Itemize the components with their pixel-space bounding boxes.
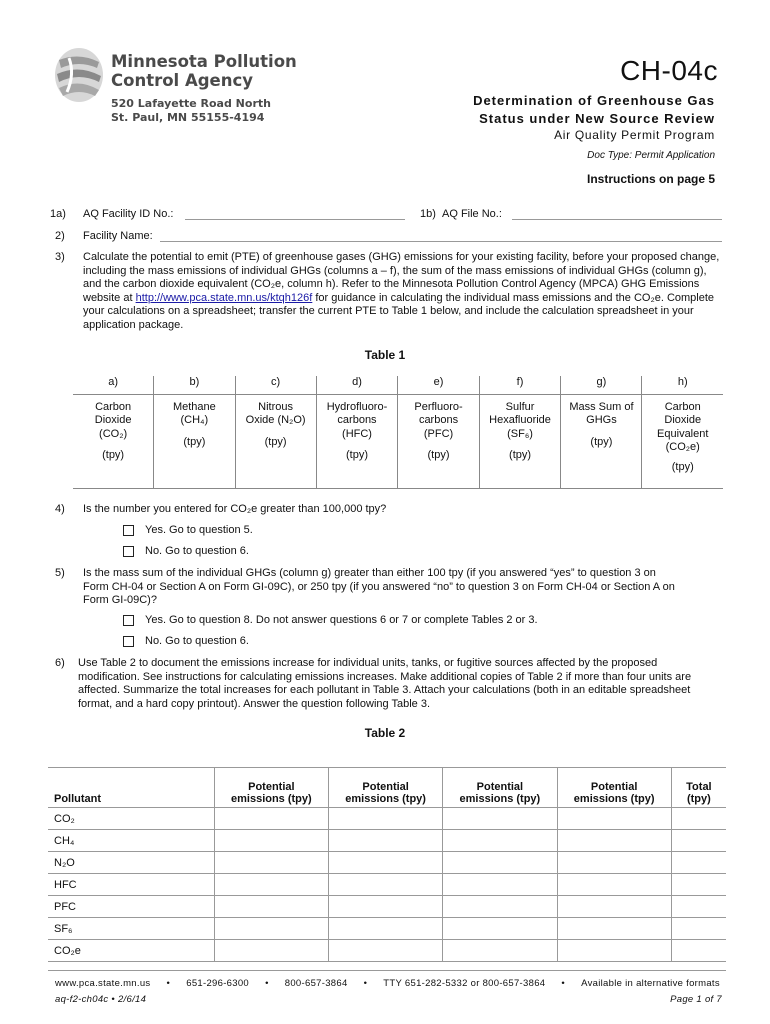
footer-phone1: 651-296-6300 — [186, 978, 249, 989]
footer-page-number: Page 1 of 7 — [670, 994, 722, 1005]
q4-text: Is the number you entered for CO₂e greater than 100,000 tpy? — [83, 503, 387, 515]
table1-cell-sf6[interactable]: Sulfur Hexafluoride (SF₆) (tpy) — [479, 394, 561, 488]
table1-cell-n2o[interactable]: Nitrous Oxide (N₂O) (tpy) — [235, 394, 316, 488]
pollutant-name: HFC — [48, 874, 214, 896]
facility-name-field[interactable] — [160, 228, 722, 242]
q4-yes-label: Yes. Go to question 5. — [145, 524, 253, 536]
table2-header-potential: Potential emissions (tpy) — [328, 768, 442, 808]
table1-letter: c) — [235, 376, 316, 394]
table2-header-pollutant: Pollutant — [48, 768, 214, 808]
footer-doc-id: aq-f2-ch04c • 2/6/14 — [55, 994, 147, 1005]
instructions-note: Instructions on page 5 — [586, 172, 715, 186]
table2 — [48, 767, 726, 962]
q4-yes-checkbox[interactable] — [123, 525, 134, 536]
q3-line: Calculate the potential to emit (PTE) of greenhouse gases (GHG) emissions for your existing facility, before your proposed change, — [83, 251, 720, 263]
q6-number: 6) — [55, 657, 65, 669]
aq-file-no-field[interactable] — [512, 206, 722, 220]
title-line2: Status under New Source Review — [479, 111, 715, 126]
table-row — [48, 830, 726, 852]
program-name: Air Quality Permit Program — [554, 128, 715, 142]
q3-line: including the mass emissions of individual GHGs (columns a – f), the sum of the mass emissions of individual GHGs (column g), — [83, 264, 707, 277]
q6-text: Use Table 2 to document the emissions increase for individual units, tanks, or fugitive sources affected by the proposed modification. See instructions for calculating emissions increases. Make additional copies of Table 2 if more than four units are affected. Summarize the total increases for each pollutant in Table 3. Attach your calculations (both in an editable spreadsheet format, and a hard copy printout). Answer the question following Table 3. — [78, 657, 692, 710]
pollutant-name: CO₂ — [48, 808, 214, 830]
address-line1: 520 Lafayette Road North — [111, 97, 271, 110]
table1-letter: e) — [398, 376, 479, 394]
q1a-label: AQ Facility ID No.: — [83, 208, 174, 220]
table1-letter: g) — [561, 376, 642, 394]
table1-letter: h) — [642, 376, 723, 394]
q5-no-checkbox[interactable] — [123, 636, 134, 647]
table-row — [48, 896, 726, 918]
footer-phone2: 800-657-3864 — [284, 978, 348, 989]
table-row — [48, 808, 726, 830]
q1b-label: AQ File No.: — [442, 208, 502, 220]
q2-label: Facility Name: — [83, 230, 153, 242]
table1-letter: b) — [154, 376, 235, 394]
table1-cell-co2[interactable]: Carbon Dioxide (CO₂) (tpy) — [73, 394, 154, 488]
table1-cell-hfc[interactable]: Hydrofluoro- carbons (HFC) (tpy) — [316, 394, 398, 488]
table1-cell-co2e[interactable]: Carbon Dioxide Equivalent (CO₂e) (tpy) — [642, 394, 723, 488]
q3-line: application package. — [83, 318, 184, 331]
table1 — [73, 376, 723, 489]
table2-header-total: Total (tpy) — [671, 768, 726, 808]
table1-title: Table 1 — [364, 348, 406, 362]
table-row — [48, 940, 726, 962]
table1-letter: f) — [479, 376, 561, 394]
table-row — [48, 874, 726, 896]
table1-cell-ghg-sum[interactable]: Mass Sum of GHGs (tpy) — [561, 394, 642, 488]
q1b-number: 1b) — [420, 208, 436, 220]
q2-number: 2) — [55, 230, 65, 242]
pollutant-name: SF₆ — [48, 918, 214, 940]
aq-facility-id-field[interactable] — [185, 206, 405, 220]
table1-letter: a) — [73, 376, 154, 394]
doc-type: Doc Type: Permit Application — [587, 150, 715, 161]
table2-title: Table 2 — [364, 726, 406, 740]
q5-number: 5) — [55, 567, 65, 579]
q5-yes-checkbox[interactable] — [123, 615, 134, 626]
q5-text: Is the mass sum of the individual GHGs (column g) greater than either 100 tpy (if you answered “yes” to question 3 on Form CH-04 or Section A on Form GI-09C), or 250 tpy (if you answered “no” to question 3 on Form CH-04 or Section A on Form GI-09C)? — [83, 567, 675, 606]
agency-name-line1: Minnesota Pollution — [111, 52, 297, 71]
q3-line: your calculations on a spreadsheet; transfer the current PTE to Table 1 below, and include the calculation spreadsheet in your — [83, 305, 694, 317]
table1-cell-pfc[interactable]: Perfluoro- carbons (PFC) (tpy) — [398, 394, 479, 488]
q4-no-checkbox[interactable] — [123, 546, 134, 557]
mpca-logo-icon — [53, 46, 105, 104]
pollutant-name: PFC — [48, 896, 214, 918]
form-number: CH-04c — [620, 55, 718, 86]
ghg-guidance-link[interactable]: http://www.pca.state.mn.us/ktqh126f — [135, 291, 313, 304]
footer-contact: www.pca.state.mn.us • 651-296-6300 • 800-657-3864 • TTY 651-282-5332 or 800-657-3864 • Available in alternative formats — [55, 978, 720, 989]
pollutant-name: CH₄ — [48, 830, 214, 852]
q4-no-label: No. Go to question 6. — [145, 545, 249, 557]
q4-number: 4) — [55, 503, 65, 515]
q5-yes-label: Yes. Go to question 8. Do not answer questions 6 or 7 or complete Tables 2 or 3. — [145, 614, 538, 626]
q1a-number: 1a) — [50, 208, 66, 220]
table2-header-potential: Potential emissions (tpy) — [214, 768, 328, 808]
q3-number: 3) — [55, 251, 65, 263]
footer-divider — [48, 970, 726, 971]
footer-website[interactable]: www.pca.state.mn.us — [55, 978, 151, 989]
table-row — [48, 918, 726, 940]
q3-line-with-link: website at http://www.pca.state.mn.us/ktqh126f for guidance in calculating the individual mass emissions and the CO₂e. Complete — [83, 291, 715, 304]
q3-text — [83, 251, 743, 332]
table2-header-potential: Potential emissions (tpy) — [557, 768, 671, 808]
pollutant-name: N₂O — [48, 852, 214, 874]
address-line2: St. Paul, MN 55155-4194 — [111, 111, 265, 124]
pollutant-name: CO₂e — [48, 940, 214, 962]
footer-tty: TTY 651-282-5332 or 800-657-3864 — [383, 978, 546, 989]
footer-formats: Available in alternative formats — [581, 978, 720, 989]
agency-name-line2: Control Agency — [111, 71, 254, 90]
table1-letter: d) — [316, 376, 398, 394]
table1-cell-ch4[interactable]: Methane (CH₄) (tpy) — [154, 394, 235, 488]
table-row — [48, 852, 726, 874]
q3-line: and the carbon dioxide equivalent (CO₂e, column h). Refer to the Minnesota Pollution Control Agency (MPCA) GHG Emissions — [83, 278, 700, 290]
q5-no-label: No. Go to question 6. — [145, 635, 249, 647]
title-line1: Determination of Greenhouse Gas — [473, 93, 715, 108]
table2-header-potential: Potential emissions (tpy) — [443, 768, 557, 808]
